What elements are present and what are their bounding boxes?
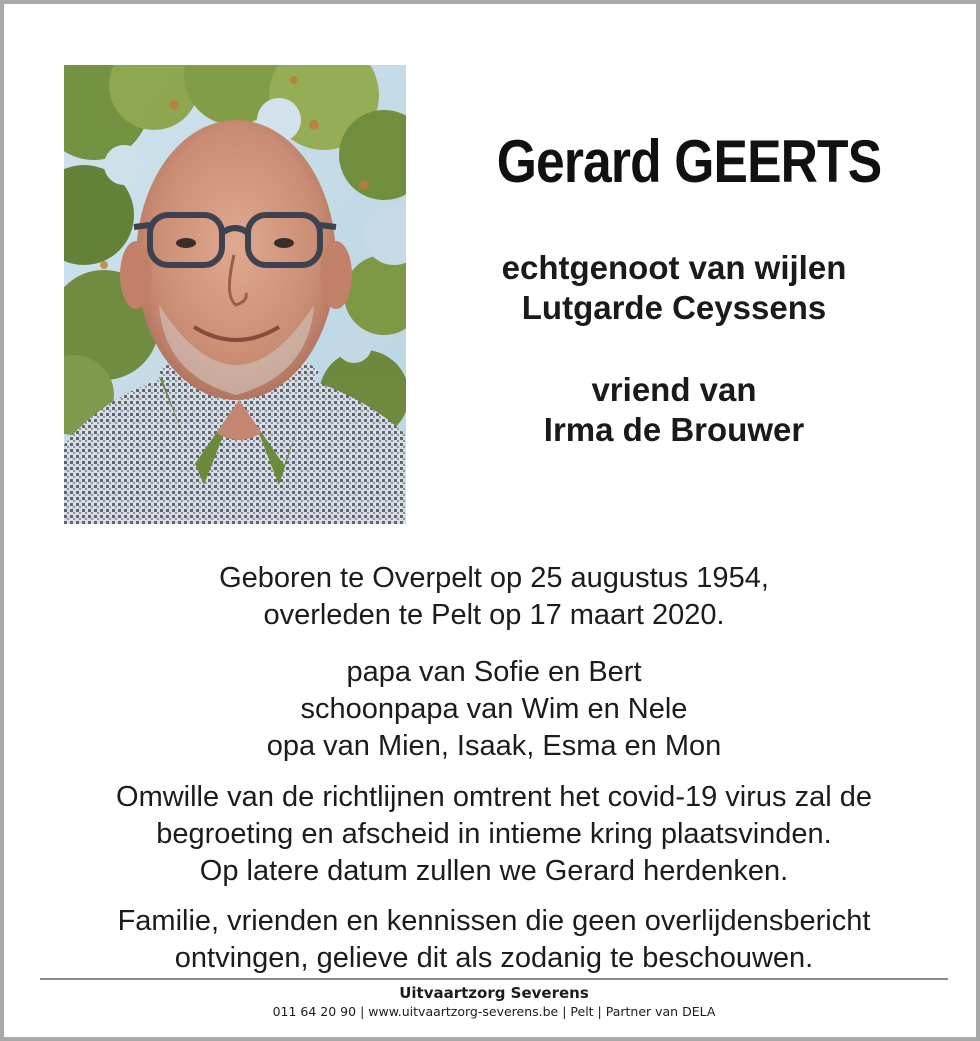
- funeral-home-contact: 011 64 20 90 | www.uitvaartzorg-severens.be | Pelt | Partner van DELA: [272, 1004, 716, 1019]
- footer-divider: [40, 978, 948, 980]
- closing-line: Familie, vrienden en kennissen die geen overlijdensbericht: [117, 905, 871, 937]
- family-line: opa van Mien, Isaak, Esma en Mon: [266, 730, 722, 762]
- spouse-name: Lutgarde Ceyssens: [521, 289, 827, 326]
- birth-line: Geboren te Overpelt op 25 augustus 1954,: [219, 562, 769, 594]
- covid-notice: [4, 779, 980, 890]
- notice-line: Op latere datum zullen we Gerard herdenken.: [199, 855, 789, 887]
- family-line: schoonpapa van Wim en Nele: [300, 693, 688, 725]
- friend-relation: [424, 370, 924, 450]
- closing-line: ontvingen, gelieve dit als zodanig te beschouwen.: [174, 942, 814, 974]
- notice-line: begroeting en afscheid in intieme kring plaatsvinden.: [156, 818, 832, 850]
- friend-label: vriend van: [591, 371, 757, 408]
- family-list: [4, 654, 980, 765]
- spouse-label: echtgenoot van wijlen: [501, 249, 847, 286]
- friend-name: Irma de Brouwer: [543, 411, 805, 448]
- life-dates: [4, 560, 980, 634]
- portrait-photo: [64, 65, 406, 524]
- deceased-name: Gerard GEERTS: [496, 128, 882, 195]
- funeral-home-name: Uitvaartzorg Severens: [399, 984, 589, 1002]
- closing-note: [4, 903, 980, 977]
- notice-line: Omwille van de richtlijnen omtrent het covid-19 virus zal de: [116, 781, 872, 813]
- spouse-relation: [424, 248, 924, 328]
- family-line: papa van Sofie en Bert: [346, 656, 642, 688]
- death-line: overleden te Pelt op 17 maart 2020.: [263, 599, 725, 631]
